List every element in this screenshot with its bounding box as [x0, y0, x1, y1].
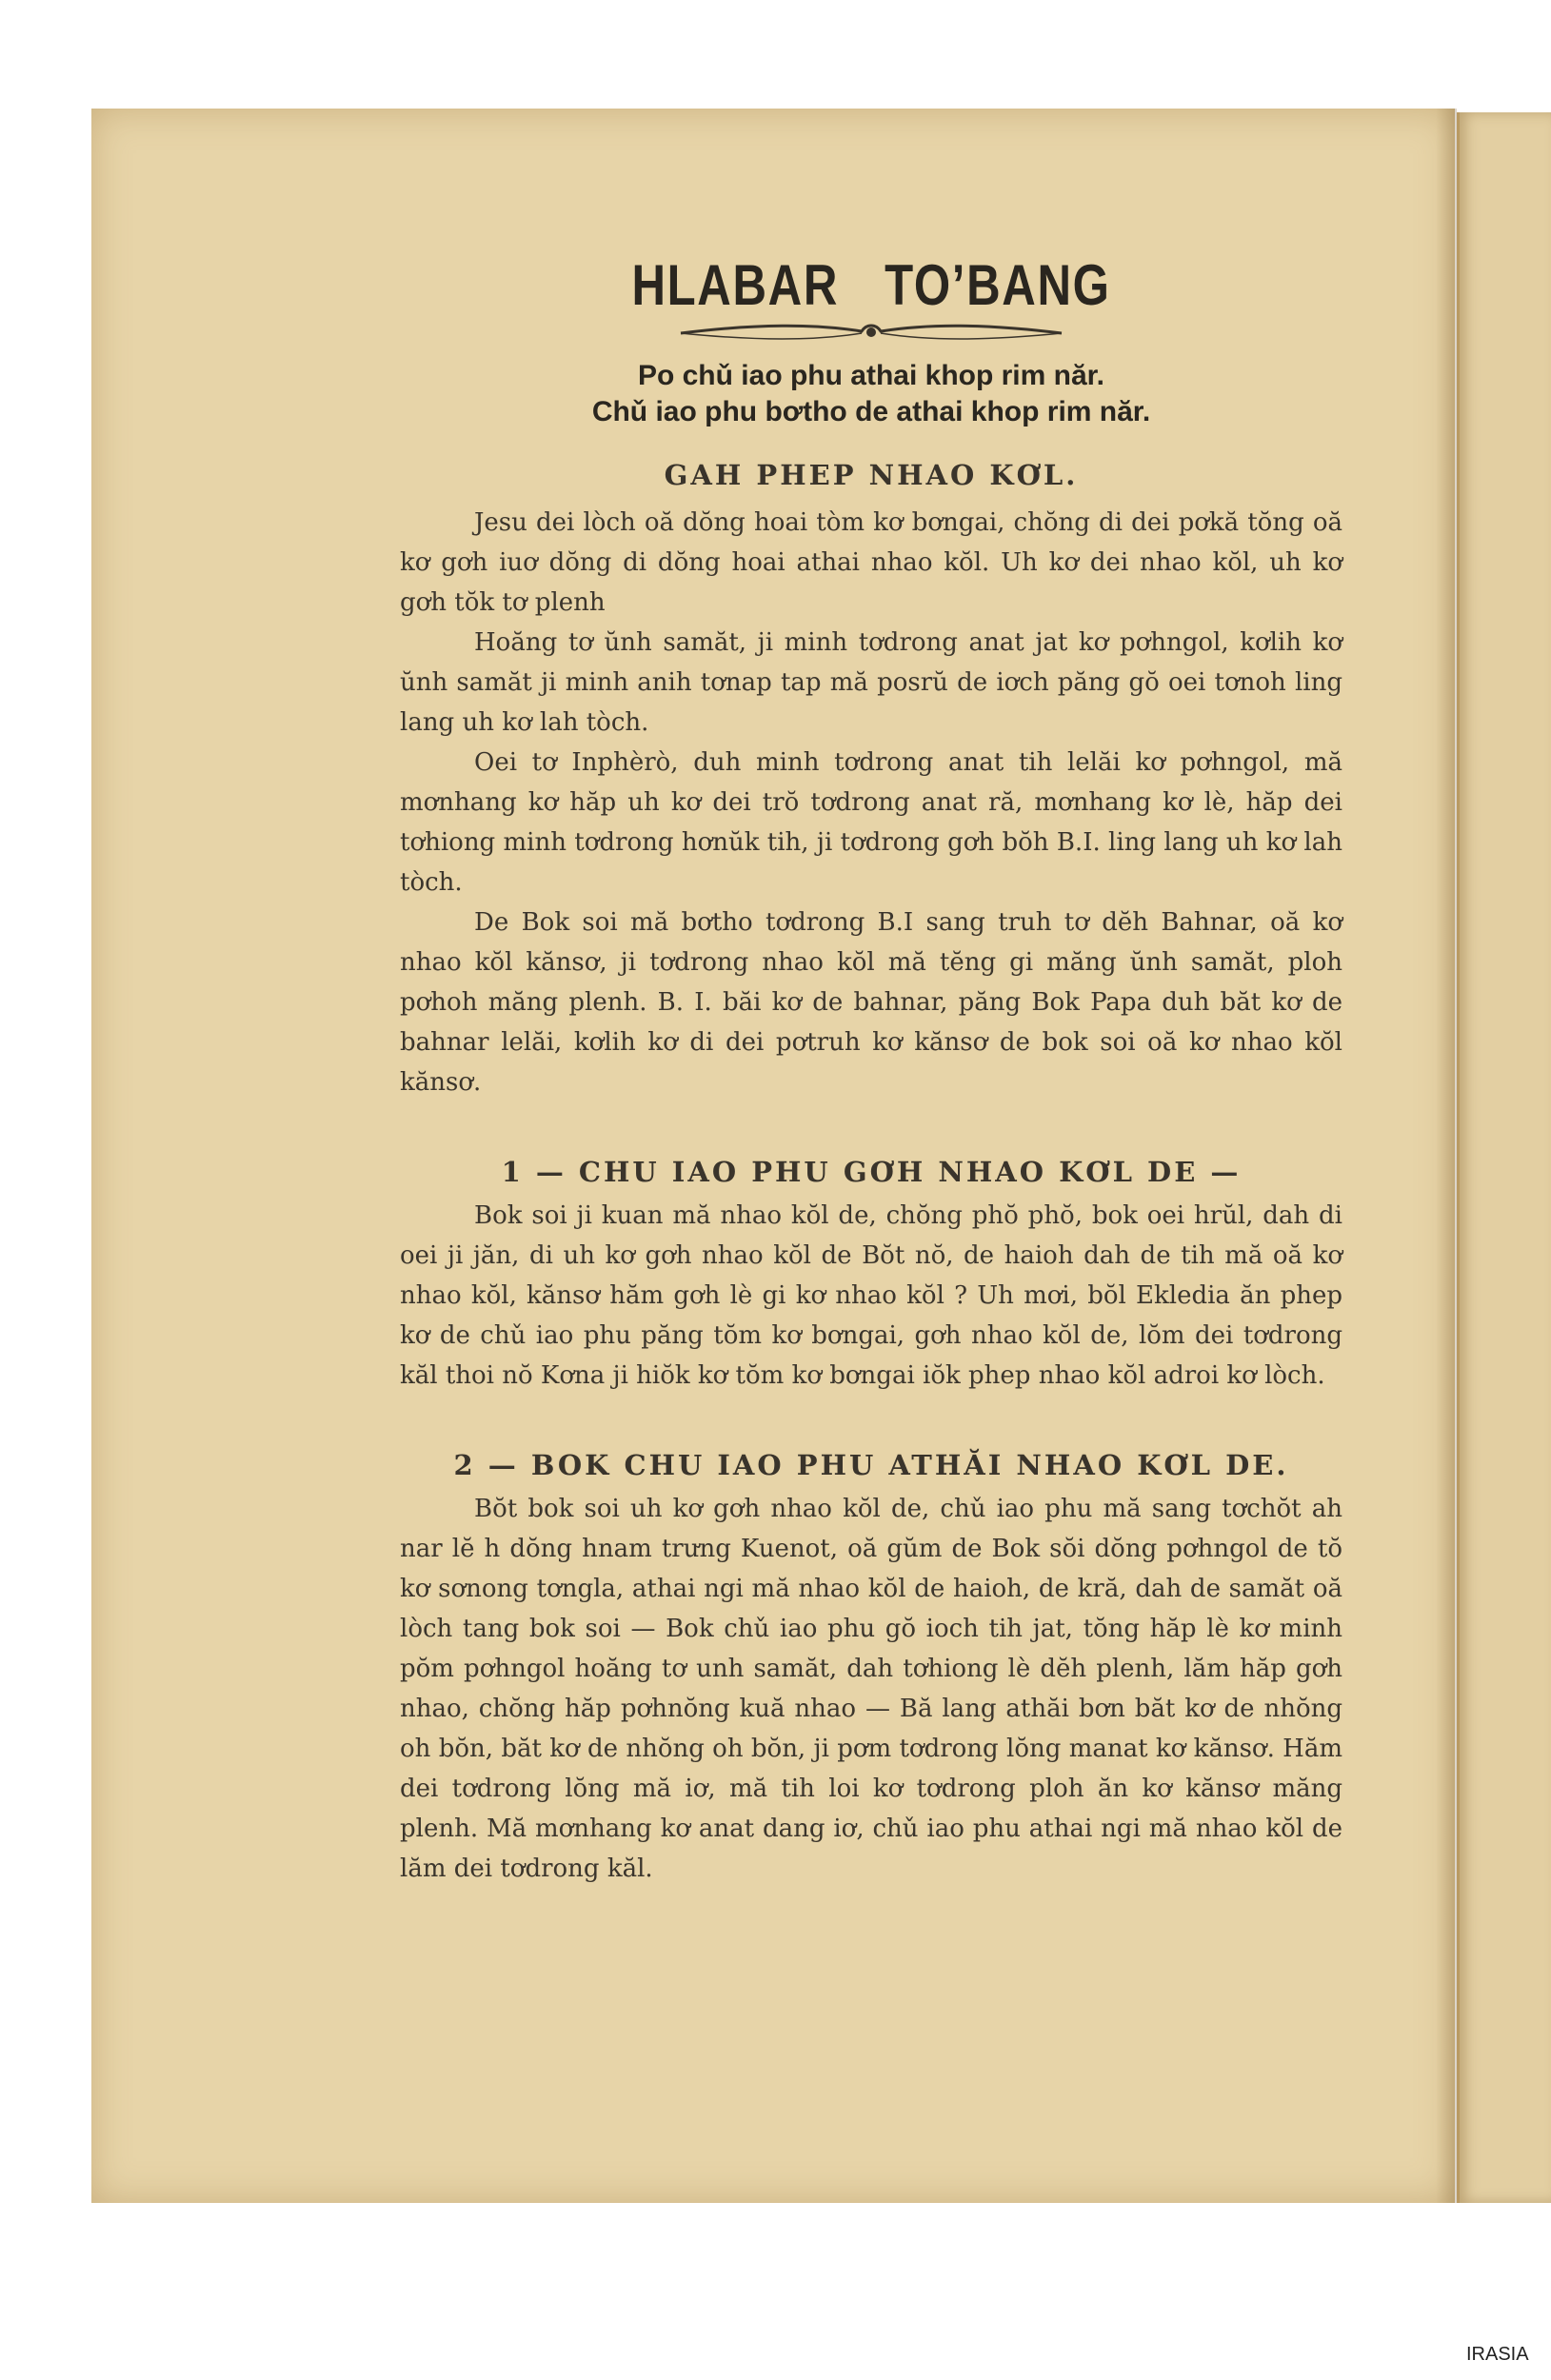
subtitle-line-1: Po chǔ iao phu athai khop rim năr. — [637, 360, 1105, 391]
document-content — [400, 252, 1342, 1889]
paragraph: Bŏt bok soi uh kơ gơh nhao kŏl de, chǔ iao phu mă sang tơchŏt ah nar lĕ h dŏng hnam trưng Kuenot, oă gŭm de Bok sŏi dŏng pơhngol de tŏ kơ sơnong tơngla, athai ngi mă nhao kŏl de haioh, de kră, dah de samăt oă lòch tang bok soi — Bok chǔ iao phu gŏ ioch tih jat, tŏng hăp lè kơ minh pŏm pơhngol hoăng tơ unh samăt, dah tơhiong lè dĕh plenh, lăm hăp gơh nhao, chŏng hăp pơhnŏng kuă nhao — Bă lang athăi bơn băt kơ de nhŏng oh bŏn, băt kơ de nhŏng oh bŏn, ji pơm tơdrong lŏng manat kơ kănsơ. Hăm dei tơdrong lŏng mă iơ, mă tih loi kơ tơdrong ploh ăn kơ kănsơ măng plenh. Mă mơnhang kơ anat dang iơ, chǔ iao phu athai ngi mă nhao kŏl de lăm dei tơdrong kăl. — [400, 1495, 1342, 1883]
adjacent-page-edge — [1457, 112, 1551, 2203]
paragraph: Jesu dei lòch oă dŏng hoai tòm kơ bơngai, chŏng di dei pơkă tŏng oă kơ gơh iuơ dŏng di dŏng hoai athai nhao kŏl. Uh kơ dei nhao kŏl, uh kơ gơh tŏk tơ plenh — [400, 508, 1342, 617]
section-heading-1: 1 — CHU IAO PHU GƠH NHAO KƠL DE — — [501, 1156, 1242, 1188]
paragraph: Hoăng tơ ŭnh samăt, ji minh tơdrong anat jat kơ pơhngol, kơlih kơ ŭnh samăt ji minh anih tơnap tap mă posrŭ de iơch păng gŏ oei tơnoh ling lang uh kơ lah tòch. — [400, 628, 1342, 737]
paragraph: Bok soi ji kuan mă nhao kŏl de, chŏng phŏ phŏ, bok oei hrŭl, dah di oei ji jăn, di uh kơ gơh nhao kŏl de Bŏt nŏ, de haioh dah de tih mă oă kơ nhao kŏl, kănsơ hăm gơh lè gi kơ nhao kŏl ? Uh mơi, bŏl Ekledia ăn phep kơ de chǔ iao phu păng tŏm kơ bơngai, gơh nhao kŏl de, lŏm dei tơdrong kăl thoi nŏ Kơna ji hiŏk kơ tŏm kơ bơngai iŏk phep nhao kŏl adroi kơ lòch. — [400, 1201, 1342, 1390]
document-title: HLABAR TO’BANG — [631, 253, 1111, 317]
page-fold-shadow — [1436, 109, 1457, 2203]
paragraph: De Bok soi mă bơtho tơdrong B.I sang truh tơ dĕh Bahnar, oă kơ nhao kŏl kănsơ, ji tơdrong nhao kŏl mă tĕng gi măng ŭnh samăt, ploh pơhoh măng plenh. B. I. băi kơ de bahnar, păng Bok Papa duh băt kơ de bahnar lelăi, kơlih kơ di dei pơtruh kơ kănsơ de bok soi oă kơ nhao kŏl kănsơ. — [400, 908, 1342, 1097]
paragraph: Oei tơ Inphèrò, duh minh tơdrong anat tih lelăi kơ pơhngol, mă mơnhang kơ hăp uh kơ dei trŏ tơdrong anat ră, mơnhang kơ lè, hăp dei tơhiong minh tơdrong hơnŭk tih, ji tơdrong gơh bŏh B.I. ling lang uh kơ lah tòch. — [400, 748, 1342, 897]
subtitle-line-2: Chǔ iao phu bơtho de athai khop rim năr. — [591, 396, 1151, 427]
title-ornament-icon — [671, 320, 1071, 345]
source-label: IRASIA — [1466, 2344, 1529, 2365]
section-heading-2: 2 — BOK CHU IAO PHU ATHĂI NHAO KƠL DE. — [453, 1449, 1289, 1481]
section-heading-intro: GAH PHEP NHAO KƠL. — [664, 459, 1079, 491]
